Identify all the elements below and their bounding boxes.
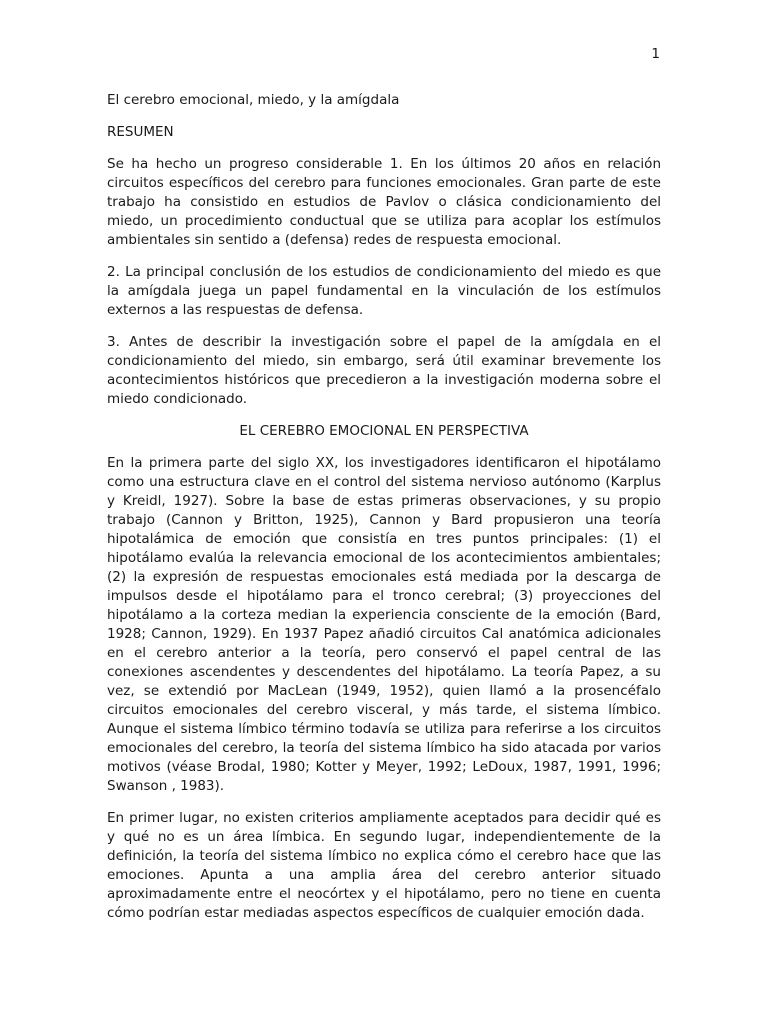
section-heading: EL CEREBRO EMOCIONAL EN PERSPECTIVA: [239, 423, 529, 439]
page-number: 1: [651, 46, 660, 62]
paragraph-1: Se ha hecho un progreso considerable 1. En los últimos 20 años en relación circuitos específicos del cerebro para funciones emocionales. Gran parte de este trabajo ha consistido en estudios de Pavlov o clásica condicionamiento del miedo, un procedimiento conductual que se utiliza para acoplar los estímulos ambientales sin sentido a (defensa) redes de respuesta emocional.: [107, 156, 661, 248]
paragraph-4: En la primera parte del siglo XX, los investigadores identificaron el hipotálamo como una estructura clave en el control del sistema nervioso autónomo (Karplus y Kreidl, 1927). Sobre la base de estas primeras observaciones, y su propio trabajo (Cannon y Britton, 1925), Cannon y Bard propusieron una teoría hipotalámica de emoción que consistía en tres puntos principales: (1) el hipotálamo evalúa la relevancia emocional de los acontecimientos ambientales; (2) la expresión de respuestas emocionales está mediada por la descarga de impulsos desde el hipotálamo para el tronco cerebral; (3) proyecciones del hipotálamo a la corteza median la experiencia consciente de la emoción (Bard, 1928; Cannon, 1929). En 1937 Papez añadió circuitos Cal anatómica adicionales en el cerebro anterior a la teoría, pero conservó el papel central de las conexiones ascendentes y descendentes del hipotálamo. La teoría Papez, a su vez, se extendió por MacLean (1949, 1952), quien llamó a la prosencéfalo circuitos emocionales del cerebro visceral, y más tarde, el sistema límbico. Aunque el sistema límbico término todavía se utiliza para referirse a los circuitos emocionales del cerebro, la teoría del sistema límbico ha sido atacada por varios motivos (véase Brodal, 1980; Kotter y Meyer, 1992; LeDoux, 1987, 1991, 1996; Swanson , 1983).: [107, 455, 661, 794]
document-body: [107, 91, 661, 936]
paragraph-2: 2. La principal conclusión de los estudios de condicionamiento del miedo es que la amígdala juega un papel fundamental en la vinculación de los estímulos externos a las respuestas de defensa.: [107, 264, 661, 318]
document-title: El cerebro emocional, miedo, y la amígdala: [107, 92, 400, 108]
resumen-heading: RESUMEN: [107, 124, 174, 140]
paragraph-3: 3. Antes de describir la investigación sobre el papel de la amígdala en el condicionamiento del miedo, sin embargo, será útil examinar brevemente los acontecimientos históricos que precedieron a la investigación moderna sobre el miedo condicionado.: [107, 334, 661, 407]
paragraph-5: En primer lugar, no existen criterios ampliamente aceptados para decidir qué es y qué no es un área límbica. En segundo lugar, independientemente de la definición, la teoría del sistema límbico no explica cómo el cerebro hace que las emociones. Apunta a una amplia área del cerebro anterior situado aproximadamente entre el neocórtex y el hipotálamo, pero no tiene en cuenta cómo podrían estar mediadas aspectos específicos de cualquier emoción dada.: [107, 810, 661, 921]
